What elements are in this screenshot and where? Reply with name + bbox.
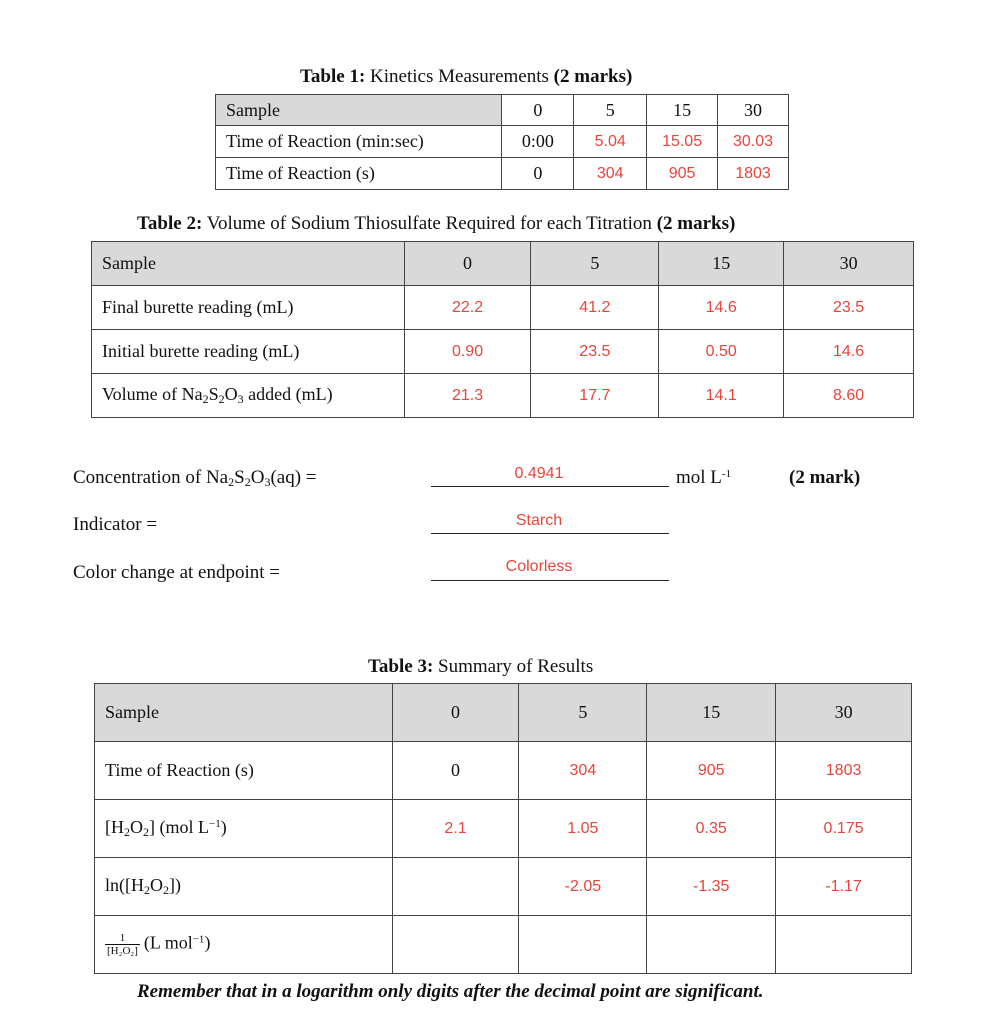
row-label: Final burette reading (mL) — [92, 286, 405, 330]
row-label: Time of Reaction (min:sec) — [216, 126, 502, 158]
table-cell — [392, 916, 519, 974]
table-row — [95, 742, 912, 800]
table3 — [94, 683, 912, 974]
table-row — [95, 858, 912, 916]
header-cell: Sample — [92, 242, 405, 286]
table-cell: 21.3 — [404, 374, 531, 418]
table-cell: 14.1 — [659, 374, 784, 418]
table-cell: 15.05 — [647, 126, 718, 158]
table-cell: 22.2 — [404, 286, 531, 330]
table-cell: 0 — [502, 158, 574, 190]
header-cell: 15 — [647, 684, 776, 742]
header-cell: 0 — [404, 242, 531, 286]
color-change-answer-line — [431, 580, 669, 581]
table-cell: 2.1 — [392, 800, 519, 858]
table-cell: 14.6 — [784, 330, 914, 374]
table-row — [95, 916, 912, 974]
table1-caption: Table 1: Kinetics Measurements (2 marks) — [300, 66, 633, 87]
color-change-value: Colorless — [505, 558, 573, 575]
header-cell: 0 — [392, 684, 519, 742]
table1 — [215, 94, 789, 190]
header-cell: 30 — [718, 95, 789, 126]
table-cell: 1803 — [776, 742, 912, 800]
table-cell: 0.50 — [659, 330, 784, 374]
table-row — [216, 158, 789, 190]
header-cell: 5 — [519, 684, 647, 742]
indicator-value: Starch — [515, 512, 563, 529]
table-cell: 905 — [647, 742, 776, 800]
concentration-label: Concentration of $Na_2S_2O_3(aq)$ = — [73, 467, 317, 489]
table-cell: 1803 — [718, 158, 789, 190]
table-cell: 14.6 — [659, 286, 784, 330]
table-cell: -1.35 — [647, 858, 776, 916]
table-cell: 905 — [647, 158, 718, 190]
row-label: Initial burette reading (mL) — [92, 330, 405, 374]
table2-header-row — [92, 242, 914, 286]
footnote: Remember that in a logarithm only digits after the decimal point are significant. — [137, 981, 764, 1002]
table3-header-row — [95, 684, 912, 742]
table2-caption: Table 2: Volume of Sodium Thiosulfate Required for each Titration (2 marks) — [137, 213, 736, 234]
row-label: $[H_2O_2]$ (mol $L^{-1}$) — [95, 800, 393, 858]
table-cell: 17.7 — [531, 374, 659, 418]
table-cell — [519, 916, 647, 974]
row-label: $\frac{1}{\text{[H₂O₂]}}$ (L mol$^{-1}$) — [95, 916, 393, 974]
row-label: Time of Reaction (s) — [216, 158, 502, 190]
header-cell: 5 — [574, 95, 647, 126]
table-row — [92, 374, 914, 418]
table-cell: 30.03 — [718, 126, 789, 158]
table-cell: 0.35 — [647, 800, 776, 858]
table-row — [216, 126, 789, 158]
table-cell: 1.05 — [519, 800, 647, 858]
indicator-label: Indicator = — [73, 514, 158, 535]
concentration-unit: mol $L^{-1}$ — [676, 467, 732, 488]
table1-header-row — [216, 95, 789, 126]
table-cell — [776, 916, 912, 974]
header-cell: 30 — [776, 684, 912, 742]
table-cell: 8.60 — [784, 374, 914, 418]
table-cell: -1.17 — [776, 858, 912, 916]
header-cell: 15 — [659, 242, 784, 286]
header-cell: Sample — [95, 684, 393, 742]
indicator-answer-line — [431, 533, 669, 534]
concentration-value: 0.4941 — [514, 465, 564, 482]
table-row — [92, 330, 914, 374]
header-cell: 15 — [647, 95, 718, 126]
table-cell — [647, 916, 776, 974]
table2 — [91, 241, 914, 418]
row-label: Time of Reaction (s) — [95, 742, 393, 800]
table-cell: 304 — [574, 158, 647, 190]
table-cell: 41.2 — [531, 286, 659, 330]
table-cell: 304 — [519, 742, 647, 800]
row-label: $\ln([H_2O_2])$ — [95, 858, 393, 916]
table-cell: 23.5 — [784, 286, 914, 330]
table-cell: 23.5 — [531, 330, 659, 374]
table3-caption: Table 3: Summary of Results — [368, 656, 594, 677]
color-change-label: Color change at endpoint = — [73, 562, 280, 583]
table-cell: 0.90 — [404, 330, 531, 374]
table-row — [92, 286, 914, 330]
table-cell: 5.04 — [574, 126, 647, 158]
table-cell: 0.175 — [776, 800, 912, 858]
header-cell: 0 — [502, 95, 574, 126]
table-cell: 0:00 — [502, 126, 574, 158]
concentration-answer-line — [431, 486, 669, 487]
fraction: $\frac{1}{\text{[H₂O₂]}}$ — [107, 932, 138, 957]
table-cell: -2.05 — [519, 858, 647, 916]
table-row — [95, 800, 912, 858]
concentration-marks: (2 mark) — [789, 467, 861, 488]
table-cell — [392, 858, 519, 916]
header-cell: 30 — [784, 242, 914, 286]
header-cell: Sample — [216, 95, 502, 126]
table-cell: 0 — [392, 742, 519, 800]
row-label: Volume of $Na_2S_2O_3$ added (mL) — [92, 374, 405, 418]
header-cell: 5 — [531, 242, 659, 286]
